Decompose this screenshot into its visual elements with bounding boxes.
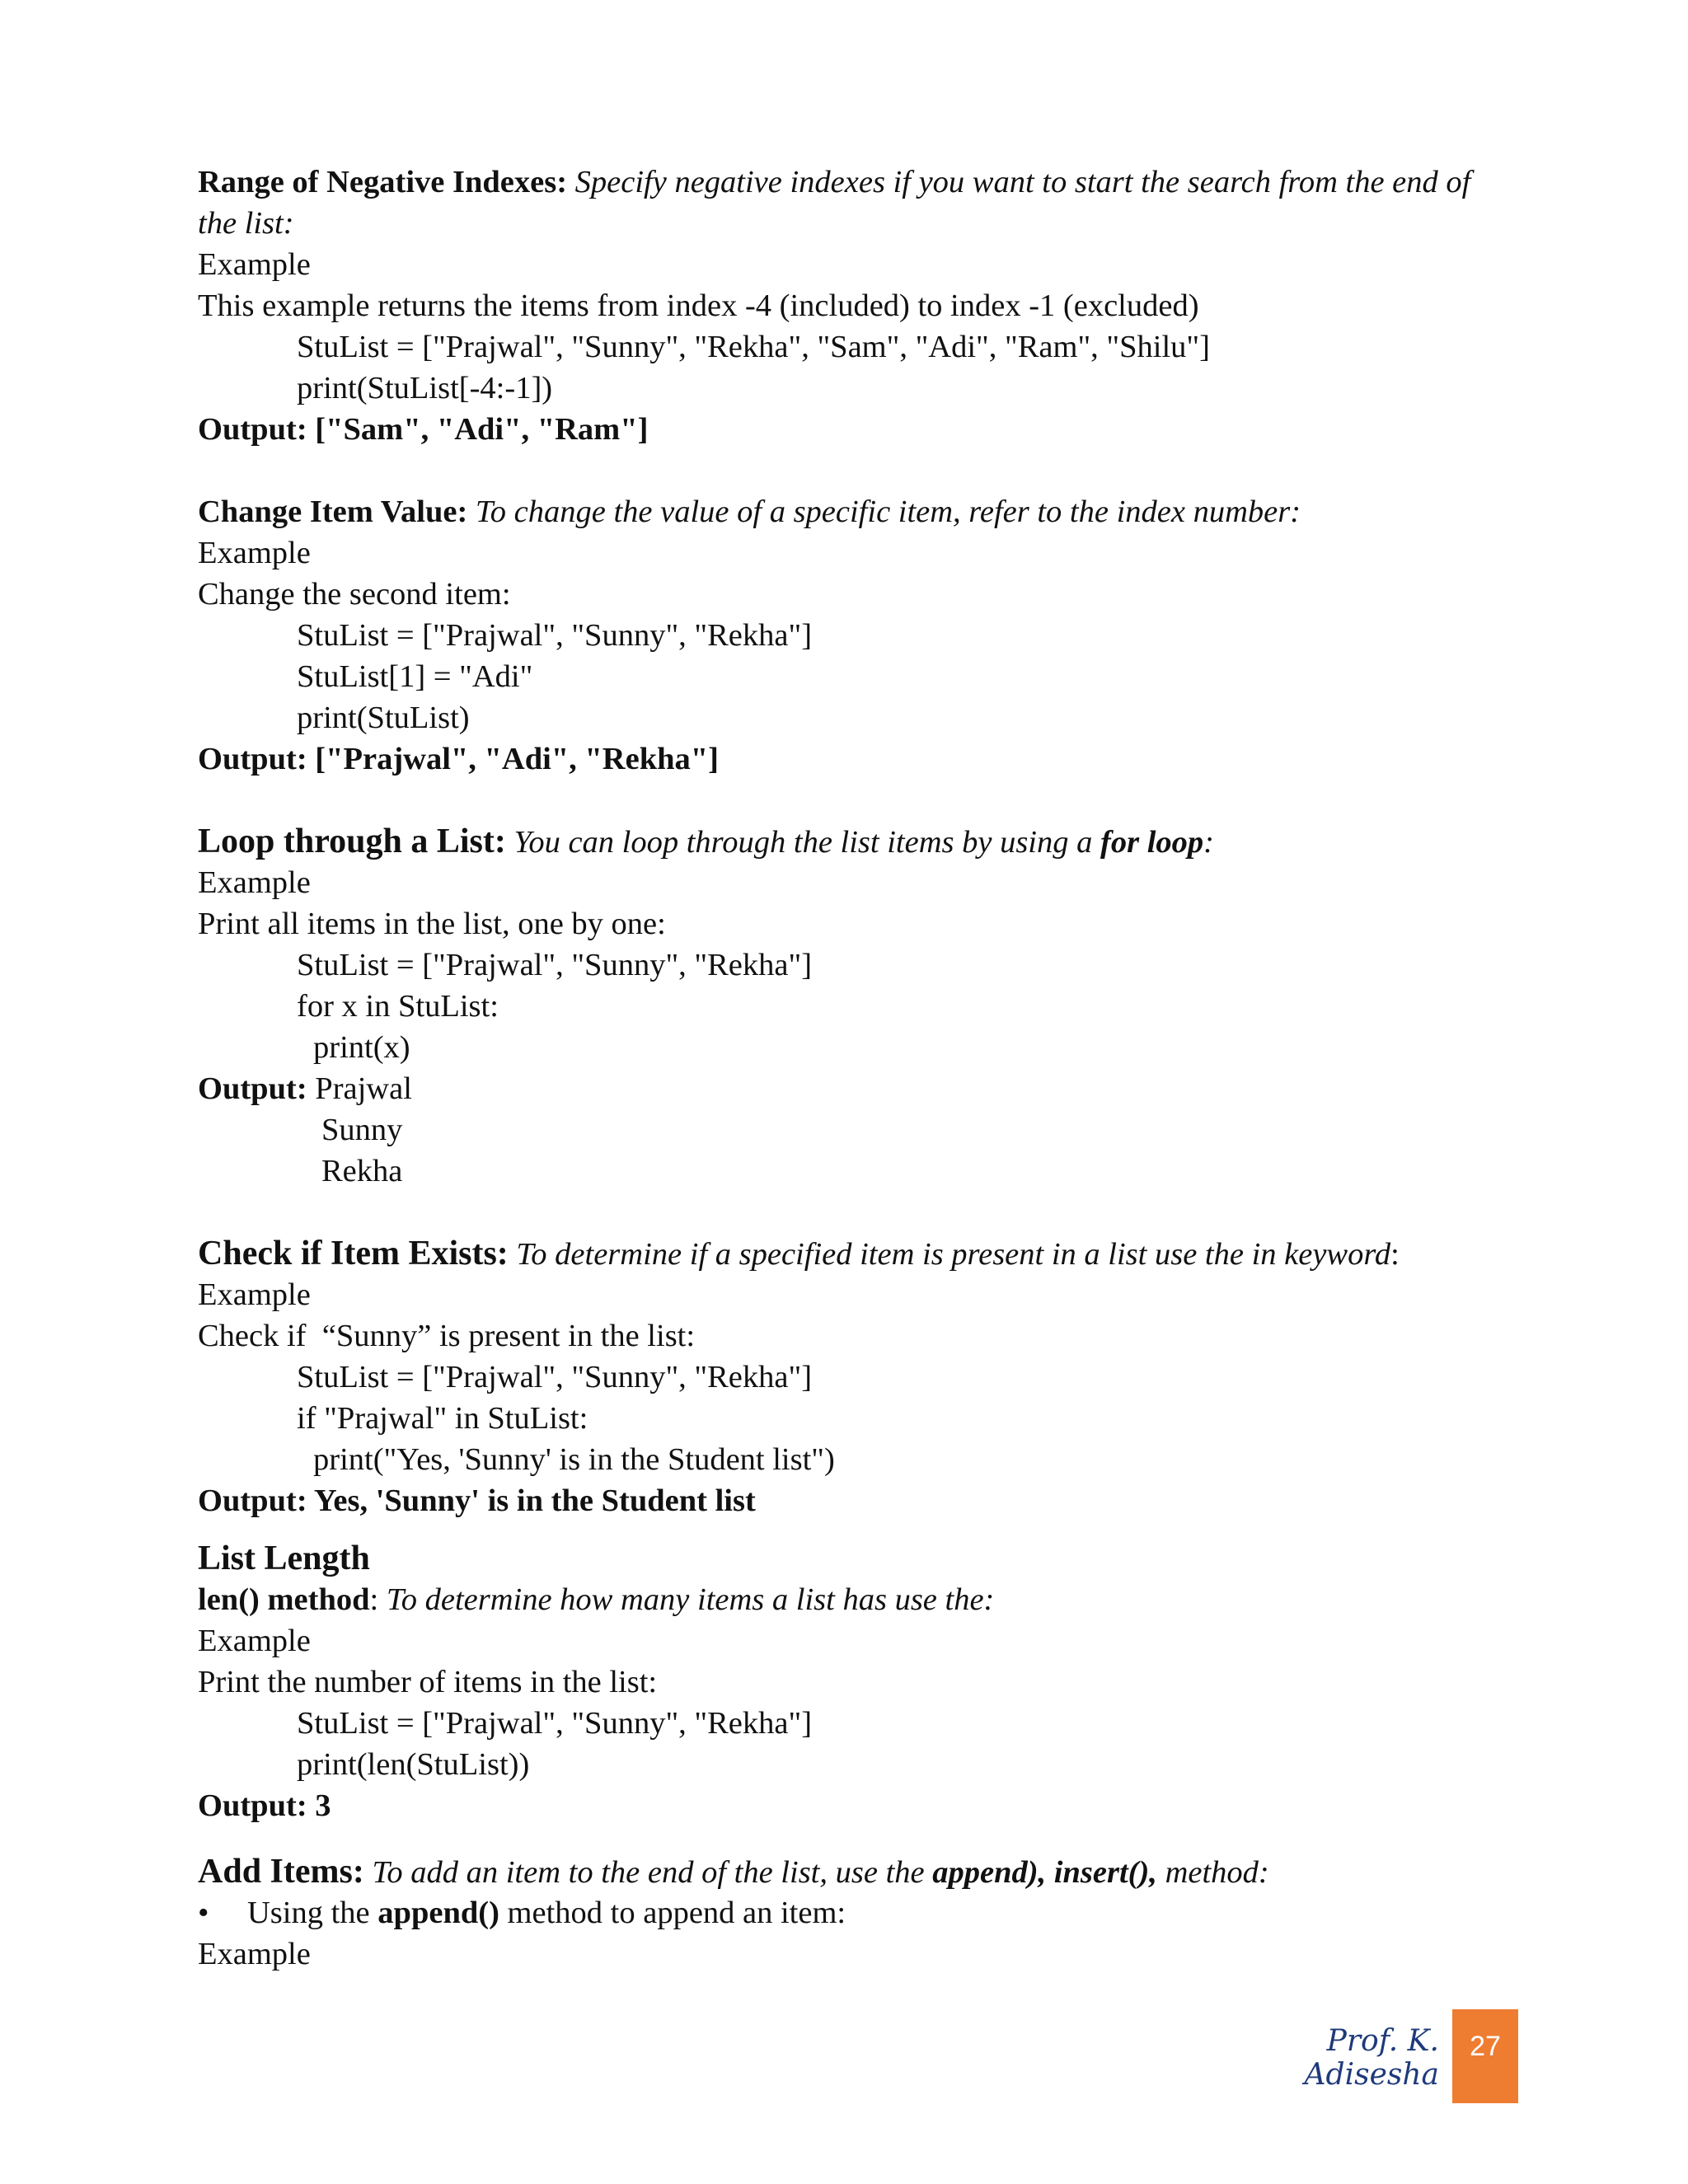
example-intro: Change the second item: [198,577,511,612]
section-heading-add-items [198,1851,1517,1892]
output-value: Prajwal [307,1071,412,1106]
section-description-end: : [1390,1237,1400,1272]
section-heading-negative-indexes [198,162,1517,244]
code-line: StuList = ["Prajwal", "Sunny", "Rekha"] [297,1706,813,1741]
output-label: Output: [198,1071,307,1106]
bullet-text: Using the [247,1896,378,1930]
output-value: Sunny [321,1113,403,1147]
page-number-badge: 27 [1452,2009,1518,2103]
footer-author: Prof. K. Adisesha [1304,2024,1439,2092]
section-description-bold: for loop [1100,825,1204,860]
section-title-list-length: List Length [198,1540,370,1577]
output-line: Output: ["Sam", "Adi", "Ram"] [198,412,649,447]
code-line: print(x) [313,1030,410,1065]
code-line: print(StuList[-4:-1]) [297,371,553,405]
code-line: StuList = ["Prajwal", "Sunny", "Rekha"] [297,618,813,653]
example-intro: This example returns the items from index -4 (included) to index -1 (excluded) [198,288,1199,323]
code-line: print("Yes, 'Sunny' is in the Student list") [313,1442,835,1477]
example-label: Example [198,1277,311,1312]
bullet-icon: • [198,1896,209,1930]
output-line: Output: 3 [198,1788,331,1823]
section-description: Specify negative indexes if you want to start the search from the end of the list: [198,165,1471,241]
code-line: print(StuList) [297,701,470,735]
example-intro: Check if “Sunny” is present in the list: [198,1319,696,1353]
spacer [198,1826,1517,1851]
output-line [198,1068,1517,1109]
output-line: Output: Yes, 'Sunny' is in the Student list [198,1483,756,1518]
output-value: Rekha [321,1154,403,1188]
section-heading-check-item [198,1233,1517,1274]
spacer [198,780,1517,821]
code-line: StuList = ["Prajwal", "Sunny", "Rekha", "Sam", "Adi", "Ram", "Shilu"] [297,330,1210,364]
section-description-end: method: [1156,1855,1269,1890]
section-description: To determine how many items a list has use the: [378,1582,995,1617]
document-page [198,162,1517,1975]
code-line: print(len(StuList)) [297,1747,530,1782]
spacer [198,450,1517,491]
code-line: for x in StuList: [297,989,499,1024]
bullet-text-end: method to append an item: [499,1896,846,1930]
code-line: if "Prajwal" in StuList: [297,1401,588,1436]
spacer [198,1521,1517,1538]
example-label: Example [198,247,311,282]
section-title: Range of Negative Indexes: [198,165,568,199]
section-heading-len [198,1579,1517,1620]
example-intro: Print all items in the list, one by one: [198,907,666,941]
section-description: To determine if a specified item is present in a list use the in keyword [508,1237,1391,1272]
example-intro: Print the number of items in the list: [198,1665,658,1699]
bullet-item [198,1892,1517,1933]
section-description: To add an item to the end of the list, use the [363,1855,933,1890]
example-label: Example [198,1624,311,1658]
section-description: You can loop through the list items by using a [505,825,1101,860]
code-line: StuList = ["Prajwal", "Sunny", "Rekha"] [297,1360,813,1394]
output-line: Output: ["Prajwal", "Adi", "Rekha"] [198,742,719,776]
section-title: Check if Item Exists: [198,1235,509,1272]
section-heading-loop [198,821,1517,862]
section-title: Change Item Value: [198,494,468,529]
bullet-text-bold: append() [377,1896,499,1930]
section-description-end: : [1203,825,1214,860]
method-separator: : [369,1582,379,1617]
section-description: To change the value of a specific item, refer to the index number: [467,494,1301,529]
spacer [198,1192,1517,1233]
code-line: StuList = ["Prajwal", "Sunny", "Rekha"] [297,948,813,982]
example-label: Example [198,1937,311,1971]
example-label: Example [198,536,311,570]
code-line: StuList[1] = "Adi" [297,659,533,694]
section-description-bold: append), insert(), [932,1855,1157,1890]
section-title: Add Items: [198,1853,364,1891]
section-heading-change-item [198,491,1517,532]
section-title: Loop through a List: [198,823,506,860]
example-label: Example [198,865,311,900]
method-name: len() method [198,1582,370,1617]
